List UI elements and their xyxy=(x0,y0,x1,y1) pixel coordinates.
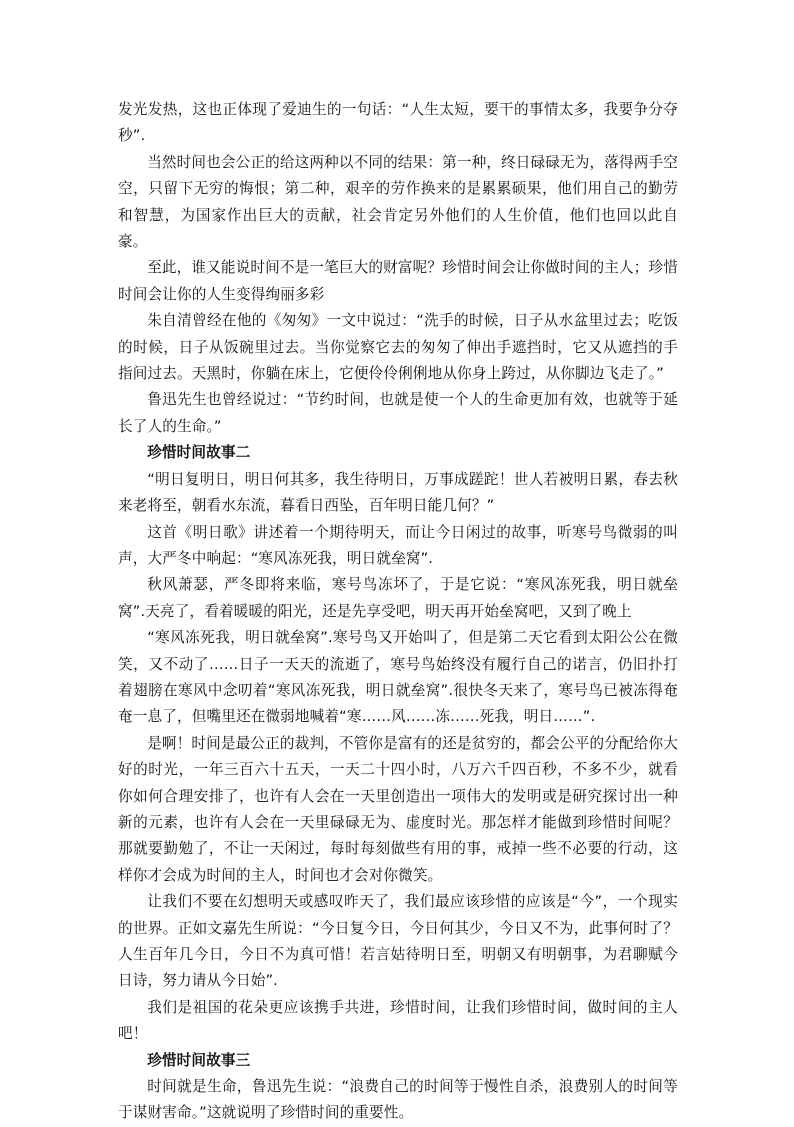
paragraph: 时间就是生命，鲁迅先生说：“浪费自己的时间等于慢性自杀，浪费别人的时间等于谋财害命。”这就说明了珍惜时间的重要性。 xyxy=(118,1078,678,1122)
paragraph: 朱自清曾经在他的《匆匆》一文中说过：“洗手的时候，日子从水盆里过去；吃饭的时候，日子从饭碗里过去。当你觉察它去的匆匆了伸出手遮挡时，它又从遮挡的手指间过去。天黑时，你躺在床上，它便伶伶俐俐地从你身上跨过，从你脚边飞走了。” xyxy=(118,312,678,383)
paragraph: 鲁迅先生也曾经说过：“节约时间，也就是使一个人的生命更加有效，也就等于延长了人的生命。” xyxy=(118,391,678,435)
document-page xyxy=(118,97,678,1127)
paragraph: 当然时间也会公正的给这两种以不同的结果：第一种，终日碌碌无为，落得两手空空，只留下无穷的悔恨；第二种，艰辛的劳作换来的是累累硕果，他们用自己的勤劳和智慧，为国家作出巨大的贡献，社会肯定另外他们的人生价值，他们也回以此自豪。 xyxy=(118,153,678,251)
paragraph: 至此，谁又能说时间不是一笔巨大的财富呢？珍惜时间会让你做时间的主人；珍惜时间会让你的人生变得绚丽多彩 xyxy=(118,259,678,303)
paragraph: 这首《明日歌》讲述着一个期待明天，而让今日闲过的故事，听寒号鸟微弱的叫声，大严冬中响起：“寒风冻死我，明日就垒窝”. xyxy=(118,523,678,567)
paragraph: 秋风萧瑟，严冬即将来临，寒号鸟冻坏了，于是它说：“寒风冻死我，明日就垒窝”.天亮了，看着暖暖的阳光，还是先享受吧，明天再开始垒窝吧，又到了晚上 xyxy=(118,576,678,620)
paragraph: 我们是祖国的花朵更应该携手共进，珍惜时间，让我们珍惜时间，做时间的主人吧！ xyxy=(118,998,678,1043)
paragraph: 让我们不要在幻想明天或感叹昨天了，我们最应该珍惜的应该是“今”，一个现实的世界。正如文嘉先生所说：“今日复今日，今日何其少，今日又不为，此事何时了？人生百年几今日，今日不为真可惜！若言姑待明日至，明朝又有明朝事，为君聊赋今日诗，努力请从今日始”. xyxy=(118,893,678,990)
paragraph: 是啊！时间是最公正的裁判，不管你是富有的还是贫穷的，都会公平的分配给你大好的时光，一年三百六十五天，一天二十四小时，八万六千四百秒，不多不少，就看你如何合理安排了，也许有人会在一天里创造出一项伟大的发明或是研究探讨出一种新的元素，也许有人会在一天里碌碌无为、虚度时光。那怎样才能做到珍惜时间呢？那就要勤勉了，不让一天闲过，每时每刻做些有用的事，戒掉一些不必要的行动，这样你才会成为时间的主人，时间也才会对你微笑。 xyxy=(118,734,678,884)
paragraph: 发光发热，这也正体现了爱迪生的一句话：“人生太短，要干的事情太多，我要争分夺秒”. xyxy=(118,101,678,145)
section-heading: 珍惜时间故事三 xyxy=(147,1051,251,1069)
paragraph: “寒风冻死我，明日就垒窝”.寒号鸟又开始叫了，但是第二天它看到太阳公公在微笑，又不动了……日子一天天的流逝了，寒号鸟始终没有履行自己的诺言，仍旧扑打着翅膀在寒风中念叨着“寒风冻死我，明日就垒窝”.很快冬天来了，寒号鸟已被冻得奄奄一息了，但嘴里还在微弱地喊着“寒……风……冻……死我，明日……”. xyxy=(118,629,678,726)
paragraph: “明日复明日，明日何其多，我生待明日，万事成蹉跎！世人若被明日累，春去秋来老将至，朝看水东流，暮看日西坠，百年明日能几何？” xyxy=(118,470,678,515)
section-heading: 珍惜时间故事二 xyxy=(147,444,251,462)
